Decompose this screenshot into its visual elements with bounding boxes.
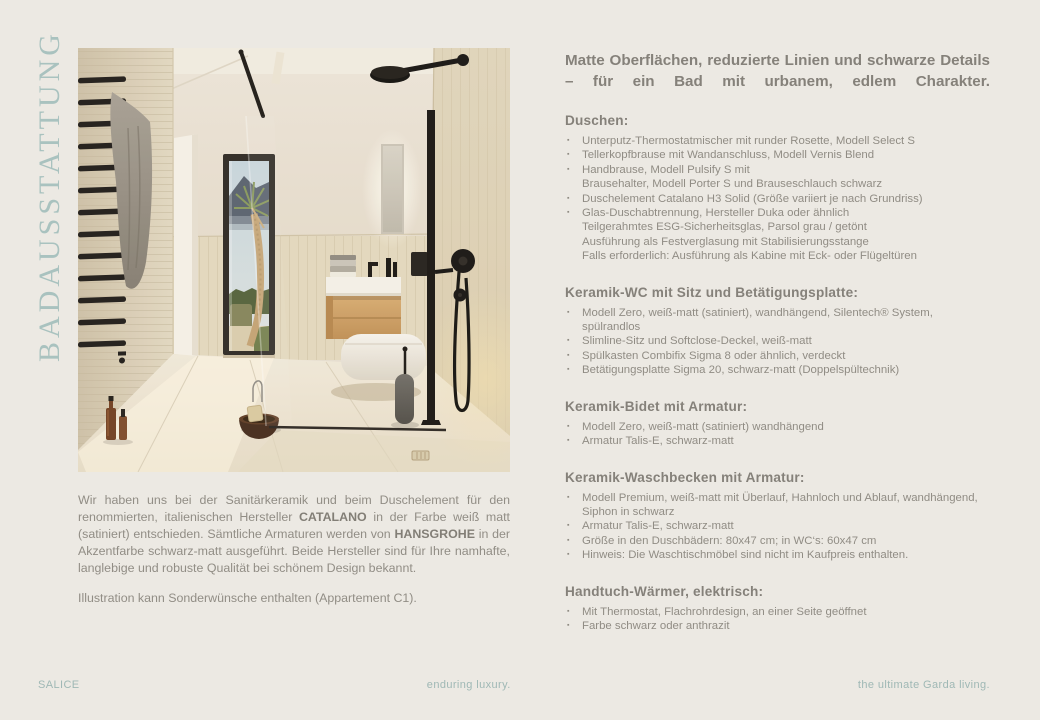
bullet-list bbox=[565, 134, 990, 264]
bullet-line: ▪ Spülkasten Combifix Sigma 8 oder ähnlich, verdeckt bbox=[582, 349, 846, 362]
bullet-line: ▪ Handbrause, Modell Pulsify S mit bbox=[582, 163, 750, 176]
section-title: Duschen: bbox=[565, 113, 629, 128]
spec-section bbox=[565, 285, 990, 378]
bullet-line: Ausführung als Festverglasung mit Stabilisierungsstange bbox=[582, 235, 869, 248]
bullet-item bbox=[565, 534, 990, 548]
bullet-item bbox=[565, 420, 990, 434]
bullet-item bbox=[565, 434, 990, 448]
page-footer bbox=[38, 679, 990, 691]
footer-brand: SALICE bbox=[38, 679, 80, 691]
intro-part2: in der Farbe weiß matt (satiniert) entschieden. Sämtliche Armaturen werden von bbox=[78, 510, 510, 541]
bullet-line: ▪ Farbe schwarz oder anthrazit bbox=[582, 619, 730, 632]
brand-catalano: CATALANO bbox=[298, 510, 367, 524]
intro-part1: Wir haben uns bei der Sanitärkeramik und beim Duschelement für den renommierten, italienischen Hersteller bbox=[78, 493, 510, 524]
bullet-item bbox=[565, 134, 990, 148]
section-title: Keramik-Bidet mit Armatur: bbox=[565, 398, 748, 414]
bullet-item bbox=[565, 548, 990, 562]
bullet-item bbox=[565, 163, 990, 192]
bullet-line: ▪ Slimline-Sitz und Softclose-Deckel, weiß-matt bbox=[582, 335, 812, 348]
bullet-item bbox=[565, 491, 990, 520]
bullet-line: ▪ Unterputz-Thermostatmischer mit runder Rosette, Modell Select S bbox=[582, 135, 915, 147]
bullet-line: ▪ Mit Thermostat, Flachrohrdesign, an einer Seite geöffnet bbox=[582, 605, 867, 618]
bullet-list bbox=[565, 491, 990, 563]
bullet-line: ▪ Modell Premium, weiß-matt mit Überlauf, Hahnloch und Ablauf, wandhängend, bbox=[582, 491, 978, 504]
bullet-list bbox=[565, 420, 990, 449]
brand-hansgrohe: HANSGROHE bbox=[394, 527, 475, 541]
illustration-note: Illustration kann Sonderwünsche enthalten (Appartement C1). bbox=[78, 591, 417, 605]
bullet-line: Falls erforderlich: Ausführung als Kabine mit Eck- oder Flügeltüren bbox=[582, 250, 917, 263]
bullet-item bbox=[565, 363, 990, 377]
bullet-item bbox=[565, 619, 990, 633]
spec-sections bbox=[565, 113, 990, 633]
bullet-line: ▪ Duschelement Catalano H3 Solid (Größe variiert je nach Grundriss) bbox=[582, 192, 923, 205]
bullet-list bbox=[565, 605, 990, 634]
section-title: Keramik-WC mit Sitz und Betätigungsplatte: bbox=[565, 284, 859, 300]
spec-section bbox=[565, 113, 990, 264]
section-title: Handtuch-Wärmer, elektrisch: bbox=[565, 583, 764, 599]
footer-tagline-right: the ultimate Garda living. bbox=[857, 679, 990, 691]
bullet-list bbox=[565, 306, 990, 378]
bullet-item bbox=[565, 206, 990, 264]
bullet-item bbox=[565, 334, 990, 348]
bullet-item bbox=[565, 192, 990, 206]
bathroom-photo-illustration bbox=[78, 48, 510, 472]
bullet-line: ▪ Betätigungsplatte Sigma 20, schwarz-matt (Doppelspültechnik) bbox=[582, 364, 900, 377]
bullet-item bbox=[565, 306, 990, 335]
bullet-item bbox=[565, 605, 990, 619]
bullet-line: ▪ Größe in den Duschbädern: 80x47 cm; in WC‘s: 60x47 cm bbox=[582, 534, 877, 547]
bullet-line: ▪ Modell Zero, weiß-matt (satiniert), wandhängend, Silentech® System, spülrandlos bbox=[582, 306, 933, 334]
section-title: Keramik-Waschbecken mit Armatur: bbox=[565, 469, 805, 485]
bullet-line: ▪ Armatur Talis-E, schwarz-matt bbox=[582, 435, 734, 448]
bullet-line: ▪ Armatur Talis-E, schwarz-matt bbox=[582, 520, 734, 533]
headline: Matte Oberflächen, reduzierte Linien und schwarze Details – für ein Bad mit urbanem, edlem Charakter. bbox=[565, 52, 990, 90]
left-text-block bbox=[78, 492, 510, 607]
spec-section bbox=[565, 470, 990, 563]
page-title-vertical: BADAUSSTATTUNG bbox=[33, 30, 66, 362]
bullet-line: ▪ Tellerkopfbrause mit Wandanschluss, Modell Vernis Blend bbox=[582, 149, 875, 162]
bullet-line: ▪ Glas-Duschabtrennung, Hersteller Duka oder ähnlich bbox=[582, 207, 850, 220]
spec-section bbox=[565, 399, 990, 449]
intro-part3: in der Akzentfarbe schwarz-matt ausgeführt. Beide Hersteller sind für Ihre namhafte, langlebige und robuste Qualität bei schönem Design bekannt. bbox=[78, 527, 510, 575]
bullet-line: ▪ Hinweis: Die Waschtischmöbel sind nicht im Kaufpreis enthalten. bbox=[582, 549, 909, 562]
spec-column bbox=[565, 50, 990, 633]
intro-paragraph bbox=[78, 492, 510, 577]
footer-tagline-center: enduring luxury. bbox=[426, 679, 511, 691]
bullet-line: Siphon in schwarz bbox=[582, 505, 675, 518]
spec-section bbox=[565, 584, 990, 634]
bullet-line: Brausehalter, Modell Porter S und Brauseschlauch schwarz bbox=[582, 178, 883, 191]
bullet-line: Teilgerahmtes ESG-Sicherheitsglas, Parsol grau / getönt bbox=[582, 221, 867, 234]
bullet-line: ▪ Modell Zero, weiß-matt (satiniert) wandhängend bbox=[582, 420, 824, 433]
bullet-item bbox=[565, 148, 990, 162]
bathroom-photo bbox=[78, 48, 510, 472]
bullet-item bbox=[565, 349, 990, 363]
bullet-item bbox=[565, 519, 990, 533]
